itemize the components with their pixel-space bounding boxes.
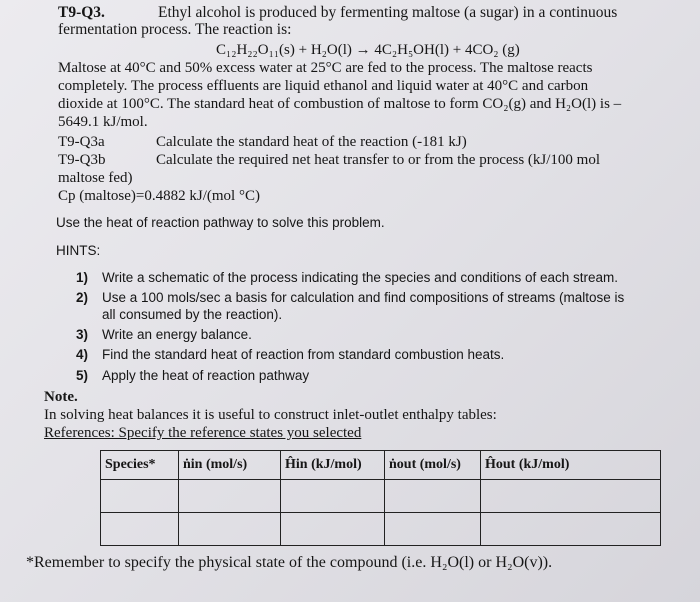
table-cell	[179, 512, 281, 545]
header-h-in: Ĥin (kJ/mol)	[281, 451, 385, 480]
table-row	[101, 512, 661, 545]
q3b-text: Calculate the required net heat transfer to or from the process (kJ/100 mol	[156, 152, 601, 168]
table-header-row	[101, 451, 661, 480]
body-line-1: Maltose at 40°C and 50% excess water at 25°C are fed to the process. The maltose reacts	[58, 60, 593, 76]
hint-text: Find the standard heat of reaction from standard combustion heats.	[102, 347, 505, 362]
header-h-out: Ĥout (kJ/mol)	[481, 451, 661, 480]
table-cell	[179, 479, 281, 512]
q3b-continuation: maltose fed)	[58, 170, 133, 186]
table-row	[101, 479, 661, 512]
hints-title: HINTS:	[56, 243, 101, 258]
footnote: *Remember to specify the physical state of the compound (i.e. H₂O(l) or H₂O(v)).	[26, 554, 553, 571]
body-line-2: completely. The process effluents are liquid ethanol and liquid water at 40°C and carbon	[58, 78, 589, 94]
hint-text: Write a schematic of the process indicating the species and conditions of each stream.	[102, 270, 619, 285]
note-line-2: References: Specify the reference states you selected	[44, 425, 362, 441]
hint-number: 1)	[76, 270, 89, 285]
intro-line-2: fermentation process. The reaction is:	[58, 21, 292, 38]
body-line-4: 5649.1 kJ/mol.	[58, 114, 148, 130]
enthalpy-table	[100, 450, 661, 546]
hint-number: 5)	[76, 368, 89, 383]
instruction-text: Use the heat of reaction pathway to solve this problem.	[56, 215, 385, 230]
hint-text: Use a 100 mols/sec a basis for calculation and find compositions of streams (maltose is	[102, 290, 625, 305]
table-cell	[101, 512, 179, 545]
hint-item	[76, 326, 252, 343]
hint-number: 3)	[76, 327, 89, 342]
note-title: Note.	[44, 389, 78, 405]
q3a-text: Calculate the standard heat of the reaction (-181 kJ)	[156, 134, 467, 150]
hint-number: 4)	[76, 347, 89, 362]
table-cell	[481, 479, 661, 512]
table-cell	[481, 512, 661, 545]
note-line-1: In solving heat balances it is useful to construct inlet-outlet enthalpy tables:	[44, 407, 497, 423]
table-cell	[281, 479, 385, 512]
hint-text: all consumed by the reaction).	[102, 307, 283, 322]
table-cell	[385, 512, 481, 545]
reaction-equation: C₁₂H₂₂O₁₁(s) + H₂O(l) → 4C₂H₅OH(l) + 4CO₂ (g)	[216, 42, 520, 58]
body-line-3: dioxide at 100°C. The standard heat of combustion of maltose to form CO₂(g) and H₂O(l) is –	[58, 96, 622, 112]
problem-id: T9-Q3.	[58, 4, 105, 21]
intro-line-1: Ethyl alcohol is produced by fermenting maltose (a sugar) in a continuous	[158, 4, 618, 21]
hint-item	[76, 306, 282, 323]
hint-item	[76, 269, 618, 286]
hint-text: Write an energy balance.	[102, 327, 252, 342]
header-n-in: ṅin (mol/s)	[179, 451, 281, 480]
table-cell	[385, 479, 481, 512]
cp-maltose: Cp (maltose)=0.4882 kJ/(mol °C)	[58, 188, 260, 204]
header-n-out: ṅout (mol/s)	[385, 451, 481, 480]
hint-item	[76, 346, 504, 363]
table-cell	[101, 479, 179, 512]
hint-number: 2)	[76, 290, 89, 305]
hint-item	[76, 289, 624, 306]
hint-text: Apply the heat of reaction pathway	[102, 368, 310, 383]
hint-item	[76, 367, 309, 384]
header-species: Species*	[101, 451, 179, 480]
q3a-label: T9-Q3a	[58, 134, 105, 150]
q3b-label: T9-Q3b	[58, 152, 106, 168]
table-cell	[281, 512, 385, 545]
